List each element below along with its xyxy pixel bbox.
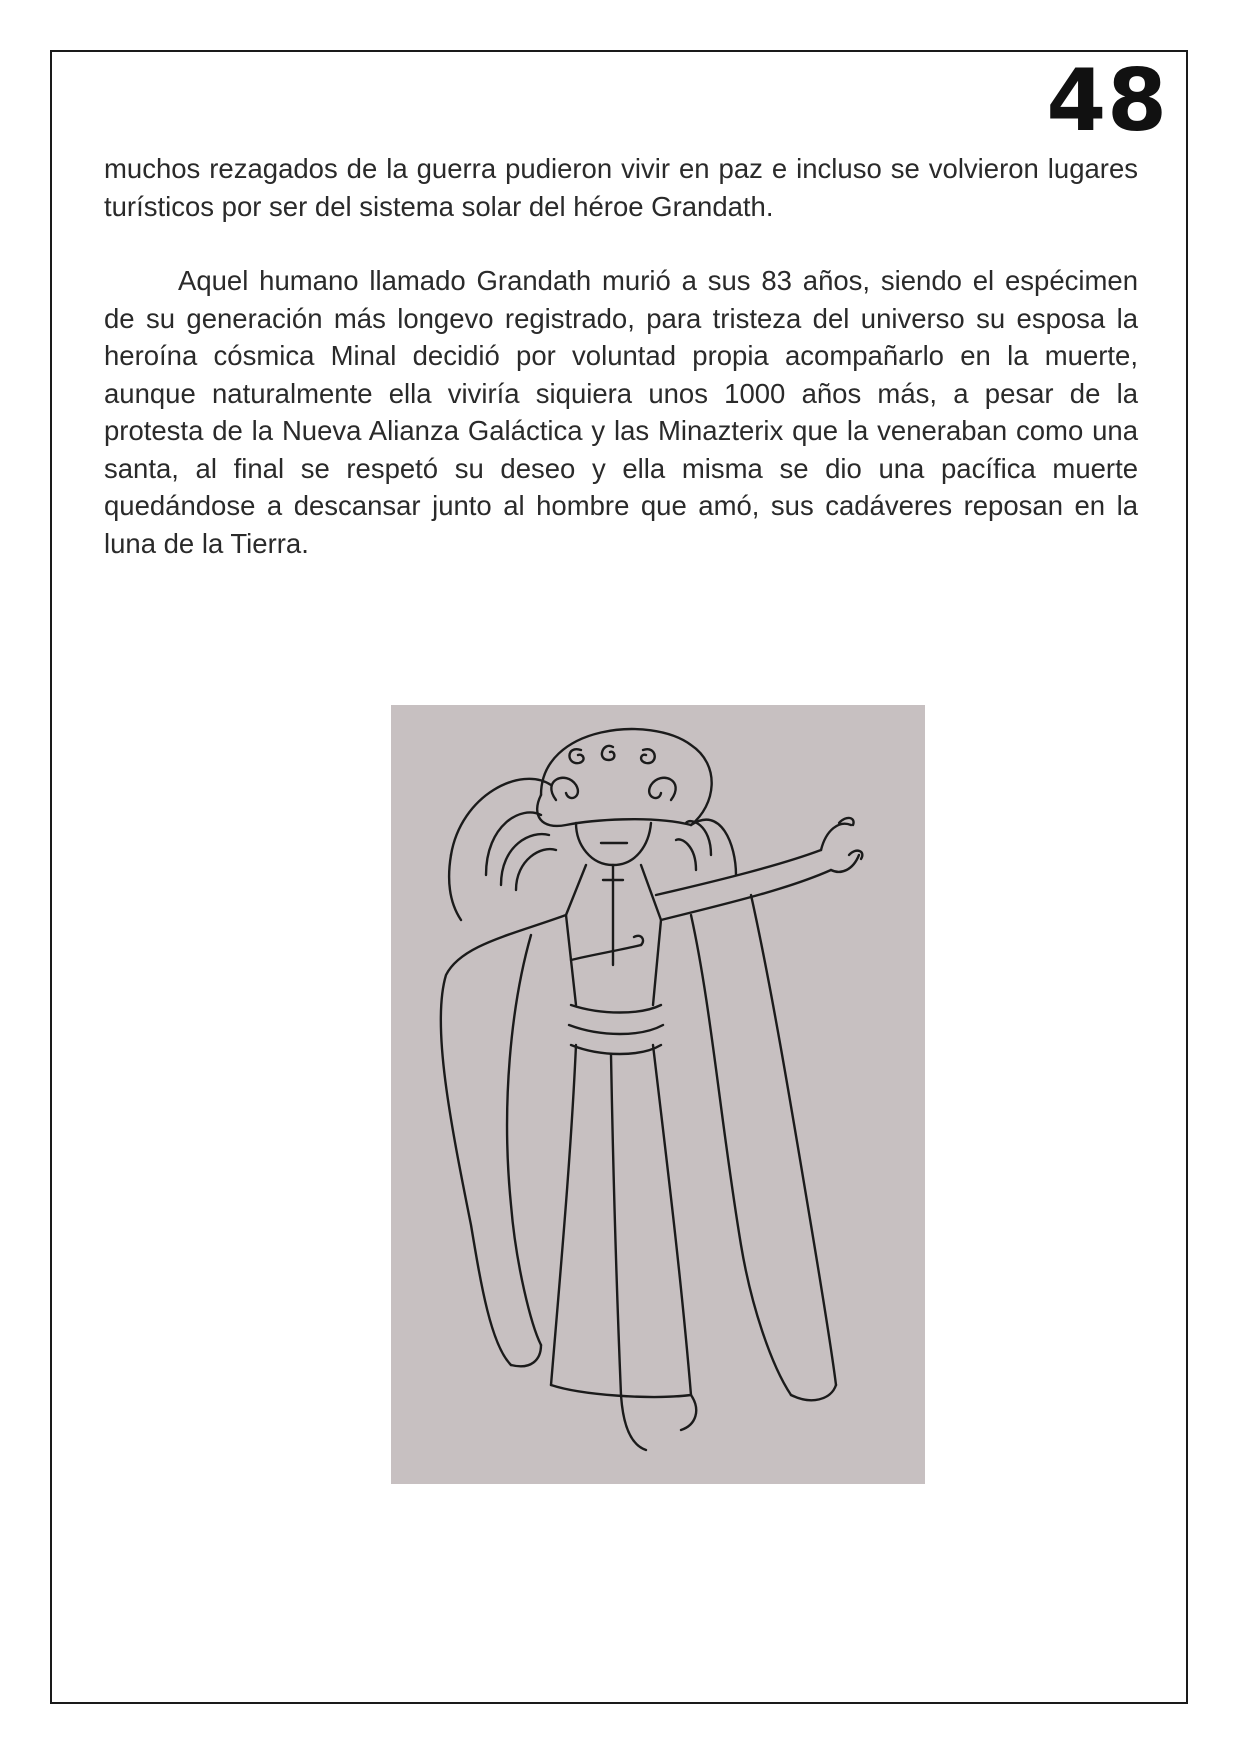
page-number: 48 (1046, 51, 1168, 151)
illustration-robed-figure (391, 705, 925, 1484)
robed-figure-drawing (391, 705, 925, 1484)
paragraph-2: Aquel humano llamado Grandath murió a sus 83 años, siendo el espécimen de su generación más longevo registrado, para tristeza del universo su esposa la heroína cósmica Minal decidió por voluntad propia acompañarlo en la muerte, aunque naturalmente ella viviría siquiera unos 1000 años más, a pesar de la protesta de la Nueva Alianza Galáctica y las Minazterix que la veneraban como una santa, al final se respetó su deseo y ella misma se dio una pacífica muerte quedándose a descansar junto al hombre que amó, sus cadáveres reposan en la luna de la Tierra. (104, 265, 1138, 559)
paragraph-1: muchos rezagados de la guerra pudieron vivir en paz e incluso se volvieron lugares turísticos por ser del sistema solar del héroe Grandath. (104, 153, 1138, 222)
body-text (104, 150, 1138, 562)
